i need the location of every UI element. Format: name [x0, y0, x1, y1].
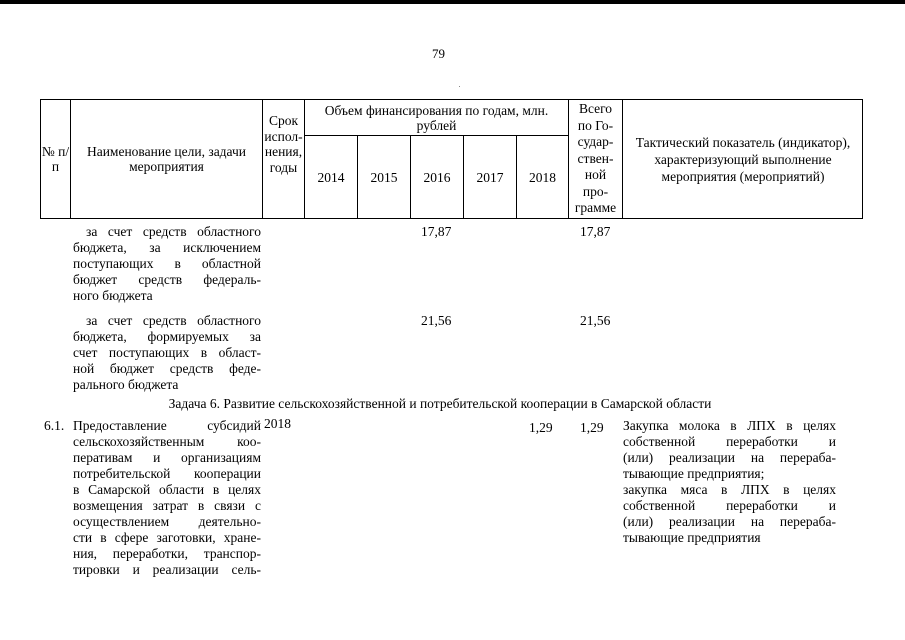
col-line: [862, 99, 863, 219]
header-term: [263, 113, 304, 205]
header-term-line: испол-: [264, 128, 303, 144]
item-indicator-line: Закупка молока в ЛПХ в целях: [623, 418, 836, 433]
col-line: [622, 99, 623, 219]
item-name-line: в Самарской области в целях: [73, 482, 261, 497]
header-year-2017: 2017: [476, 169, 504, 185]
row-name-line: за счет средств областного: [86, 224, 261, 239]
header-total-line: ствен-: [577, 150, 614, 166]
header-term-line: годы: [269, 159, 298, 175]
row-name-line: ной бюджет средств феде-: [73, 361, 261, 376]
header-term-line: нения,: [264, 144, 303, 159]
row-value-2016: 17,87: [421, 224, 452, 239]
item-name-line: потребительской кооперации: [73, 466, 261, 481]
row-total: 21,56: [580, 313, 611, 328]
table-header: [40, 99, 863, 219]
row-name-line: бюджета, формируемых за: [73, 329, 261, 344]
row-value-2016: 21,56: [421, 313, 452, 328]
header-year-2015: 2015: [370, 169, 398, 185]
row-name-line: за счет средств областного: [86, 313, 261, 328]
header-total-line: судар-: [577, 134, 614, 149]
item-number: 6.1.: [44, 418, 65, 433]
item-indicator-line: собственной переработки и: [623, 498, 836, 513]
row-total: 17,87: [580, 224, 611, 239]
item-name-line: возмещения затрат в связи с: [73, 498, 261, 513]
page-number: 79: [432, 46, 445, 61]
item-indicator-line: закупка мяса в ЛПХ в целях: [623, 482, 836, 497]
header-total-line: по Го-: [577, 117, 614, 133]
header-year-2014: 2014: [317, 169, 345, 185]
header-name: Наименование цели, задачи мероприятия: [86, 144, 247, 174]
item-name-line: сти в сфере заготовки, хране-: [73, 530, 261, 545]
header-total: [569, 101, 622, 217]
row-name-line: бюджет средств федераль-: [73, 272, 261, 287]
item-name-line: ния, переработки, транспор-: [73, 546, 261, 561]
item-indicator-line: (или) реализации на перераба-: [623, 514, 836, 529]
row-name-line: ного бюджета: [73, 288, 153, 303]
item-total: 1,29: [580, 420, 604, 435]
task-title: Задача 6. Развитие сельскохозяйственной и потребительской кооперации в Самарской области: [168, 396, 712, 411]
item-value-2018: 1,29: [529, 420, 553, 435]
item-indicator-line: тывающие предприятия: [623, 530, 761, 545]
row-name-line: счет поступающих в област-: [73, 345, 261, 360]
item-name-line: перативам и организациям: [73, 450, 261, 465]
item-indicator-line: (или) реализации на перераба-: [623, 450, 836, 465]
header-year-2018: 2018: [529, 169, 556, 185]
header-total-line: грамме: [574, 200, 617, 215]
item-name-line: Предоставление субсидий: [73, 418, 261, 433]
top-rule: [0, 0, 905, 4]
header-term-line: Срок: [268, 113, 299, 128]
scan-dot: [459, 86, 460, 87]
header-funding: Объем финансирования по годам, млн. рублей: [324, 102, 549, 133]
header-total-line: ной: [584, 167, 607, 182]
item-term: 2018: [264, 416, 291, 431]
header-num: № п/п: [41, 144, 70, 174]
header-total-line: про-: [582, 183, 609, 199]
row-name-line: рального бюджета: [73, 377, 179, 392]
item-indicator-line: собственной переработки и: [623, 434, 836, 449]
item-name-line: сельскохозяйственным коо-: [73, 434, 261, 449]
item-name-line: осуществлением деятельно-: [73, 514, 261, 529]
header-total-line: Всего: [578, 101, 613, 116]
header-year-2016: 2016: [423, 169, 451, 185]
item-indicator-line: тывающие предприятия;: [623, 466, 765, 481]
row-name-line: бюджета, за исключением: [73, 240, 261, 255]
header-bottom-border: [40, 218, 863, 219]
header-indicator: Тактический показатель (индикатор), характеризующий выполнение мероприятия (мероприятий): [635, 134, 851, 184]
item-name-line: тировки и реализации сель-: [73, 562, 261, 577]
row-name-line: поступающих в областной: [73, 256, 261, 271]
